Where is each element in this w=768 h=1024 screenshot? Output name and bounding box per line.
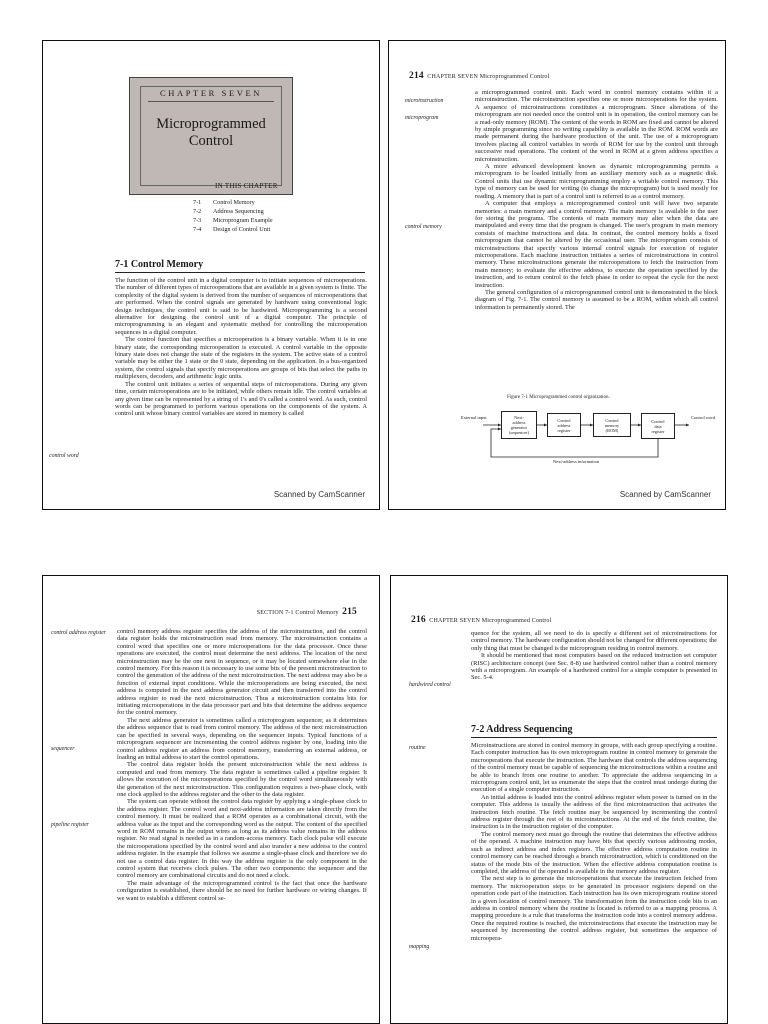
body-text	[115, 277, 367, 418]
paragraph: The control unit initiates a series of sequential steps of microoperations. During any given time, certain microoperations are to be initiated, while others remain idle. The control variables at any given time can be represented by a string of 1's and 0's called a control word. As such, control words can be programmed to perform various operations on the components of the system. A control unit whose binary control variables are stored in memory is called	[115, 380, 367, 418]
paragraph: A computer that employs a microprogrammed control unit will have two separate memories: a main memory and a control memory. The main memory is available to the user for storing the programs. The contents of main memory may alter when the data are manipulated and every time that the program is changed. The user's program in main memory consists of machine instructions and data. In contrast, the control memory holds a fixed microprogram that cannot be altered by the occasional user. The microprogram consists of microinstructions that specify various internal control signals for execution of register microoperations. Each machine instruction initiates a series of microinstructions in control memory. These microinstructions generate the microoperations to fetch the instruction from main memory; to evaluate the effective address, to execute the operation specified by the instruction, and to return control to the fetch phase in order to repeat the cycle for the next instruction.	[475, 200, 718, 289]
toc-item: 7-2 Address Sequencing	[193, 208, 264, 215]
chapter-title-box	[129, 77, 293, 195]
paragraph: a microprogrammed control unit. Each word in control memory contains within it a microinstruction. The microinstruction specifies one or more microoperations for the system. A sequence of microinstructions constitutes a microprogram. Since alterations of the microprogram are not needed once the control unit is in operation, the control memory can be a read-only memory (ROM). The content of the words in ROM are fixed and cannot be altered by simple programming since no writing capability is available in the ROM. ROM words are made permanent during the hardware production of the unit. The use of a microprogram involves placing all control variables in words of ROM for use by the control unit through successive read operations. The content of the word in ROM at a given address specifies a microinstruction.	[475, 89, 718, 163]
control-memory-rom-block: Control memory (ROM)	[593, 413, 631, 437]
body-text	[117, 628, 367, 902]
control-organization-diagram	[461, 405, 719, 477]
running-head: SECTION 7-1 Control Memory 215	[256, 607, 357, 617]
margin-note: mapping	[409, 944, 430, 950]
chapter-title	[130, 116, 292, 150]
page-216	[390, 575, 728, 1024]
margin-note: microprogram	[405, 115, 439, 121]
margin-note: control word	[49, 453, 79, 459]
paragraph: Microinstructions are stored in control memory in groups, with each group specifying a routine. Each computer instruction has its own microprogram routine in control memory to generate the microoperations that execute the instruction. The hardware that controls the address sequencing of the control memory must be capable of sequencing the microinstructions within a routine and be able to branch from one routine to another. To appreciate the address sequencing in a microprogram control unit, let us enumerate the steps that the control must undergo during the execution of a single computer instruction.	[471, 742, 717, 794]
paragraph: The control data register holds the present microinstruction while the next address is computed and read from memory. The data register is sometimes called a pipeline register. It allows the execution of the microoperations specified by the control word simultaneously with the generation of the next microinstruction. This configuration requires a two-phase clock, with one clock applied to the address register and the other to the data register.	[117, 761, 367, 798]
control-address-register-block: Control address register	[547, 413, 581, 437]
page-215	[42, 575, 380, 1024]
margin-note: microinstruction	[405, 98, 444, 104]
paragraph: The main advantage of the microprogrammed control is the fact that once the hardware configuration is established, there should be no need for further hardware or wiring changes. If we want to establish a different control se-	[117, 879, 367, 902]
paragraph: The control memory next must go through the routine that determines the effective address of the operand. A machine instruction may have bits that specify various addressing modes, such as indirect address and index registers. The effective address computation routine in control memory can be reached through a branch microinstruction, which is conditioned on the status of the mode bits of the instruction. When the effective address computation routine is completed, the address of the operand is available in the memory address register.	[471, 830, 717, 875]
margin-note: control memory	[405, 224, 442, 230]
body-text	[471, 742, 717, 942]
chapter-divider	[148, 101, 274, 102]
running-head: 216 CHAPTER SEVEN Microprogrammed Control	[411, 615, 552, 625]
chapter-label: CHAPTER SEVEN	[159, 88, 263, 98]
body-text-intro	[471, 630, 717, 682]
toc-item: 7-3 Microprogram Example	[193, 217, 273, 224]
control-data-register-block: Control data register	[641, 413, 675, 439]
paragraph: The next address generator is sometimes called a microprogram sequencer, as it determines the address sequence that is read from control memory. The address of the next microinstruction can be specified in several ways, depending on the sequencer inputs. Typical functions of a microprogram sequencer are incrementing the control address register by one, loading into the control address register an address from control memory, transferring an external address, or loading an initial address to start the control operations.	[117, 716, 367, 761]
margin-note: hardwired control	[409, 682, 451, 688]
section-heading-7-2: 7-2 Address Sequencing	[471, 724, 717, 738]
paragraph: control memory address register specifies the address of the microinstruction, and the control data register holds the microinstruction read from memory. The microinstruction contains a control word that specifies one or more microoperations for the data processor. Once these operations are executed, the control must determine the next address. The location of the next microinstruction may be the one next in sequence, or it may be located somewhere else in the control memory. For this reason it is necessary to use some bits of the present microinstruction to control the generation of the address of the next microinstruction. The next address may also be a function of external input conditions. While the microoperations are being executed, the next address is computed in the next address generator circuit and then transferred into the control address register to read the next microinstruction. Thus a microinstruction contains bits for initiating microoperations in the data processor part and bits that determine the address sequence for the control memory.	[117, 628, 367, 717]
paragraph: It should be mentioned that most computers based on the reduced instruction set computer (RISC) architecture concept (see Sec. 8-8) use hardwired control rather than a control memory with a microprogram. An example of a hardwired control for a simple computer is presented in Sec. 5-4.	[471, 652, 717, 682]
margin-note: pipeline register	[51, 822, 89, 828]
paragraph: The control function that specifies a microoperation is a binary variable. When it is in one binary state, the corresponding microoperation is executed. A control variable in the opposite binary state does not change the state of the registers in the system. The active state of a control variable may be either the 1 state or the 0 state, depending on the application. In a bus-organized system, the control signals that specify microoperations are groups of bits that select the paths in multiplexers, decoders, and arithmetic logic units.	[115, 336, 367, 381]
page-number: 216	[411, 615, 426, 625]
paragraph: The function of the control unit in a digital computer is to initiate sequences of microoperations. The number of different types of microoperations that are available in a given system is finite. The complexity of the digital system is derived from the number of sequences of microoperations that are performed. When the control signals are generated by hardware using conventional logic design techniques, the control unit is said to be hardwired. Microprogramming is a second alternative for designing the control unit of a digital computer. The principle of microprogramming is an elegant and systematic method for controlling the microoperation sequences in a digital computer.	[115, 277, 367, 336]
margin-note: control address register	[51, 630, 107, 636]
page-number: 215	[342, 607, 357, 617]
paragraph: quence for the system, all we need to do is specify a different set of microinstructions for control memory. The hardware configuration should not be changed for different operations; the only thing that must be changed is the microprogram residing in control memory.	[471, 630, 717, 652]
margin-note: routine	[409, 745, 426, 751]
margin-note: sequencer	[51, 746, 75, 752]
external-input-label: External input	[461, 415, 487, 420]
paragraph: An initial address is loaded into the control address register when power is turned on in the computer. This address is usually the address of the first microinstruction that activates the instruction fetch routine. The fetch routine may be sequenced by incrementing the control address register through the rest of its microinstructions. At the end of the fetch routine, the instruction is in the instruction register of the computer.	[471, 793, 717, 831]
control-word-label: Control word	[691, 415, 716, 420]
section-heading-7-1: 7-1 Control Memory	[115, 259, 365, 273]
running-head: 214 CHAPTER SEVEN Microprogrammed Control	[409, 71, 550, 81]
toc-item: 7-4 Design of Control Unit	[193, 226, 271, 233]
paragraph: The next step is to generate the microoperations that execute the instruction fetched from memory. The microoperation steps to be generated in processor registers depend on the operation code part of the instruction. Each instruction has its own microprogram routine stored in a given location of control memory. The transformation from the instruction code bits to an address in control memory where the routine is located is referred to as a mapping process. A mapping procedure is a rule that transforms the instruction code into a control memory address. Once the required routine is reached, the microinstructions that execute the instruction may be sequenced by incrementing the control address register, but sometimes the sequence of microopera-	[471, 875, 717, 942]
body-text	[475, 89, 718, 311]
figure-caption: Figure 7-1 Microprogrammed control organization.	[507, 395, 610, 400]
page-number: 214	[409, 71, 424, 81]
toc-item: 7-1 Control Memory	[193, 199, 255, 206]
scanner-watermark: Scanned by CamScanner	[273, 490, 365, 499]
diagram-wires	[461, 405, 719, 477]
page-chapter-seven-intro	[42, 40, 380, 510]
paragraph: The general configuration of a microprogrammed control unit is demonstrated in the block diagram of Fig. 7-1. The control memory is assumed to be a ROM, within which all control information is permanently stored. The	[475, 288, 718, 311]
chapter-title-line-2: Control	[188, 133, 234, 149]
paragraph: A more advanced development known as dynamic microprogramming permits a microprogram to be loaded initially from an auxiliary memory such as a magnetic disk. Control units that use dynamic microprogramming employ a writable control memory. This type of memory can be used for writing (to change the microprogram) but is used mostly for reading. A memory that is part of a control unit is referred to as a control memory.	[475, 163, 718, 200]
next-address-generator-block: Next- address generator (sequencer)	[501, 411, 537, 439]
in-this-chapter-heading: IN THIS CHAPTER	[215, 182, 278, 190]
scanner-watermark: Scanned by CamScanner	[619, 490, 711, 499]
paragraph: The system can operate without the control data register by applying a single-phase clock to the address register. The control word and next-address information are taken directly from the control memory. It must be realized that a ROM operates as a combinational circuit, with the address value as the input and the corresponding word as the output. The content of the specified word in ROM remains in the output wires as long as its address value remains in the address register. No read signal is needed as in a random-access memory. Each clock pulse will execute the microoperations specified by the control word and also transfer a new address to the control address register. In the example that follows we assume a single-phase clock and therefore we do not use a control data register. In this way the address register is the only component in the control system that receives clock pulses. The other two components: the sequencer and the control memory are combinational circuits and do not need a clock.	[117, 798, 367, 880]
page-214	[388, 40, 726, 510]
next-address-information-label: Next-address information	[553, 459, 600, 464]
chapter-title-line-1: Microprogrammed	[156, 116, 266, 132]
